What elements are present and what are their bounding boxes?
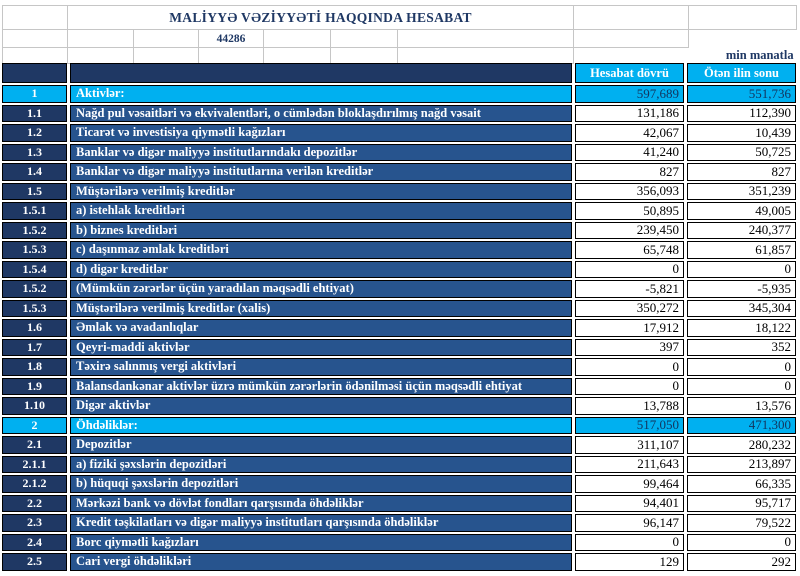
value-period-cell: 96,147 xyxy=(575,514,684,532)
row-number-cell: 2.3 xyxy=(2,514,67,532)
value-period-cell: 0 xyxy=(575,378,684,396)
row-label-cell: Öhdəliklər: xyxy=(70,417,572,435)
row-number-cell: 1.5 xyxy=(2,183,67,201)
row-number-cell: 1.5.4 xyxy=(2,261,67,279)
row-number-cell: 1.7 xyxy=(2,339,67,357)
unit-note: min manatla xyxy=(725,48,794,63)
value-prior-cell: 213,897 xyxy=(687,456,796,474)
row-number-cell: 2.5 xyxy=(2,553,67,571)
row-number-cell: 1.1 xyxy=(2,105,67,123)
value-prior-cell: 352 xyxy=(687,339,796,357)
value-period-cell: -5,821 xyxy=(575,280,684,298)
value-prior-cell: 10,439 xyxy=(687,124,796,142)
row-number-cell: 1.4 xyxy=(2,163,67,181)
row-label-cell: Müştərilərə verilmiş kreditlər (xalis) xyxy=(70,300,572,318)
row-number-cell: 2.1 xyxy=(2,436,67,454)
empty-cell xyxy=(3,48,68,64)
top-header-grid xyxy=(2,5,797,64)
value-prior-cell: 551,736 xyxy=(687,85,796,103)
value-prior-cell: 49,005 xyxy=(687,202,796,220)
value-prior-cell: 112,390 xyxy=(687,105,796,123)
row-label-cell: Aktivlər: xyxy=(70,85,572,103)
row-label-cell: d) digər kreditlər xyxy=(70,261,572,279)
empty-cell xyxy=(398,30,574,48)
value-prior-cell: 0 xyxy=(687,534,796,552)
value-prior-cell: 61,857 xyxy=(687,241,796,259)
row-label-cell: b) hüquqi şəxslərin depozitləri xyxy=(70,475,572,493)
row-number-cell: 1.6 xyxy=(2,319,67,337)
value-period-cell: 13,788 xyxy=(575,397,684,415)
empty-cell xyxy=(3,30,68,48)
value-period-cell: 0 xyxy=(575,534,684,552)
value-period-cell: 41,240 xyxy=(575,144,684,162)
value-period-cell: 239,450 xyxy=(575,222,684,240)
report-date-cell: 44286 xyxy=(199,30,264,48)
empty-cell xyxy=(574,30,689,48)
empty-cell xyxy=(3,6,68,30)
value-period-cell: 356,093 xyxy=(575,183,684,201)
value-period-cell: 311,107 xyxy=(575,436,684,454)
row-label-cell: Cari vergi öhdəlikləri xyxy=(70,553,572,571)
row-label-cell: Mərkəzi bank və dövlət fondları qarşısında öhdəliklər xyxy=(70,495,572,513)
col-header-period: Hesabat dövrü xyxy=(575,63,684,83)
value-prior-cell: 351,239 xyxy=(687,183,796,201)
value-period-cell: 211,643 xyxy=(575,456,684,474)
value-period-cell: 350,272 xyxy=(575,300,684,318)
row-number-cell: 1.5.1 xyxy=(2,202,67,220)
empty-cell xyxy=(689,30,797,48)
row-number-cell: 2 xyxy=(2,417,67,435)
value-period-cell: 597,689 xyxy=(575,85,684,103)
row-label-cell: Ticarət və investisiya qiymətli kağızları xyxy=(70,124,572,142)
empty-cell xyxy=(68,48,134,64)
row-label-cell: Banklar və digər maliyyə institutlarındakı depozitlər xyxy=(70,144,572,162)
value-period-cell: 50,895 xyxy=(575,202,684,220)
value-prior-cell: 0 xyxy=(687,378,796,396)
row-number-cell: 1.10 xyxy=(2,397,67,415)
value-prior-cell: 18,122 xyxy=(687,319,796,337)
value-period-cell: 42,067 xyxy=(575,124,684,142)
empty-cell xyxy=(689,6,797,30)
row-number-cell: 1 xyxy=(2,85,67,103)
col-header-prior: Ötən ilin sonu xyxy=(687,63,796,83)
empty-cell xyxy=(398,48,574,64)
empty-cell xyxy=(134,48,199,64)
row-label-cell: a) fiziki şəxslərin depozitləri xyxy=(70,456,572,474)
row-number-cell: 1.9 xyxy=(2,378,67,396)
value-prior-cell: 50,725 xyxy=(687,144,796,162)
value-prior-cell: 345,304 xyxy=(687,300,796,318)
value-prior-cell: 240,377 xyxy=(687,222,796,240)
value-prior-cell: 79,522 xyxy=(687,514,796,532)
row-number-header-cell xyxy=(2,63,67,83)
row-label-cell: c) daşınmaz əmlak kreditləri xyxy=(70,241,572,259)
value-period-cell: 0 xyxy=(575,358,684,376)
value-prior-cell: 13,576 xyxy=(687,397,796,415)
row-label-cell: Depozitlər xyxy=(70,436,572,454)
value-period-cell: 99,464 xyxy=(575,475,684,493)
row-label-cell: (Mümkün zərərlər üçün yaradılan məqsədli ehtiyat) xyxy=(70,280,572,298)
row-number-cell: 1.3 xyxy=(2,144,67,162)
empty-cell xyxy=(264,30,331,48)
statement-table xyxy=(2,63,796,571)
row-number-cell: 2.1.2 xyxy=(2,475,67,493)
value-prior-cell: -5,935 xyxy=(687,280,796,298)
value-period-cell: 65,748 xyxy=(575,241,684,259)
row-label-cell: Digər aktivlər xyxy=(70,397,572,415)
row-label-cell: Təxirə salınmış vergi aktivləri xyxy=(70,358,572,376)
value-period-cell: 129 xyxy=(575,553,684,571)
value-period-cell: 517,050 xyxy=(575,417,684,435)
row-label-cell: Əmlak və avadanlıqlar xyxy=(70,319,572,337)
row-label-cell: a) istehlak kreditləri xyxy=(70,202,572,220)
report-title: MALİYYƏ VƏZİYYƏTİ HAQQINDA HESABAT xyxy=(68,6,574,30)
empty-cell xyxy=(68,30,134,48)
row-label-cell: Borc qiymətli kağızları xyxy=(70,534,572,552)
row-number-cell: 1.8 xyxy=(2,358,67,376)
row-number-cell: 1.5.3 xyxy=(2,241,67,259)
row-number-cell: 1.2 xyxy=(2,124,67,142)
value-prior-cell: 66,335 xyxy=(687,475,796,493)
value-period-cell: 827 xyxy=(575,163,684,181)
row-label-cell: b) biznes kreditləri xyxy=(70,222,572,240)
empty-cell xyxy=(199,48,264,64)
row-number-cell: 2.2 xyxy=(2,495,67,513)
empty-cell xyxy=(331,30,398,48)
value-prior-cell: 292 xyxy=(687,553,796,571)
value-prior-cell: 827 xyxy=(687,163,796,181)
value-period-cell: 397 xyxy=(575,339,684,357)
value-prior-cell: 0 xyxy=(687,358,796,376)
value-period-cell: 94,401 xyxy=(575,495,684,513)
row-number-cell: 2.4 xyxy=(2,534,67,552)
value-prior-cell: 0 xyxy=(687,261,796,279)
value-period-cell: 0 xyxy=(575,261,684,279)
empty-cell xyxy=(134,30,199,48)
row-number-cell: 2.1.1 xyxy=(2,456,67,474)
row-label-cell: Müştərilərə verilmiş kreditlər xyxy=(70,183,572,201)
value-prior-cell: 280,232 xyxy=(687,436,796,454)
empty-cell xyxy=(331,48,398,64)
row-number-cell: 1.5.3 xyxy=(2,300,67,318)
row-number-cell: 1.5.2 xyxy=(2,222,67,240)
value-prior-cell: 471,300 xyxy=(687,417,796,435)
row-label-cell: Nağd pul vəsaitləri və ekvivalentləri, o cümlədən bloklaşdırılmış nağd vəsait xyxy=(70,105,572,123)
row-number-cell: 1.5.2 xyxy=(2,280,67,298)
value-period-cell: 131,186 xyxy=(575,105,684,123)
row-label-cell: Kredit təşkilatları və digər maliyyə institutları qarşısında öhdəliklər xyxy=(70,514,572,532)
item-label-header-cell xyxy=(70,63,572,83)
value-period-cell: 17,912 xyxy=(575,319,684,337)
row-label-cell: Banklar və digər maliyyə institutlarına verilən kreditlər xyxy=(70,163,572,181)
empty-cell xyxy=(574,6,689,30)
row-label-cell: Balansdankənar aktivlər üzrə mümkün zərərlərin ödənilməsi üçün məqsədli ehtiyat xyxy=(70,378,572,396)
empty-cell xyxy=(264,48,331,64)
row-label-cell: Qeyri-maddi aktivlər xyxy=(70,339,572,357)
value-prior-cell: 95,717 xyxy=(687,495,796,513)
